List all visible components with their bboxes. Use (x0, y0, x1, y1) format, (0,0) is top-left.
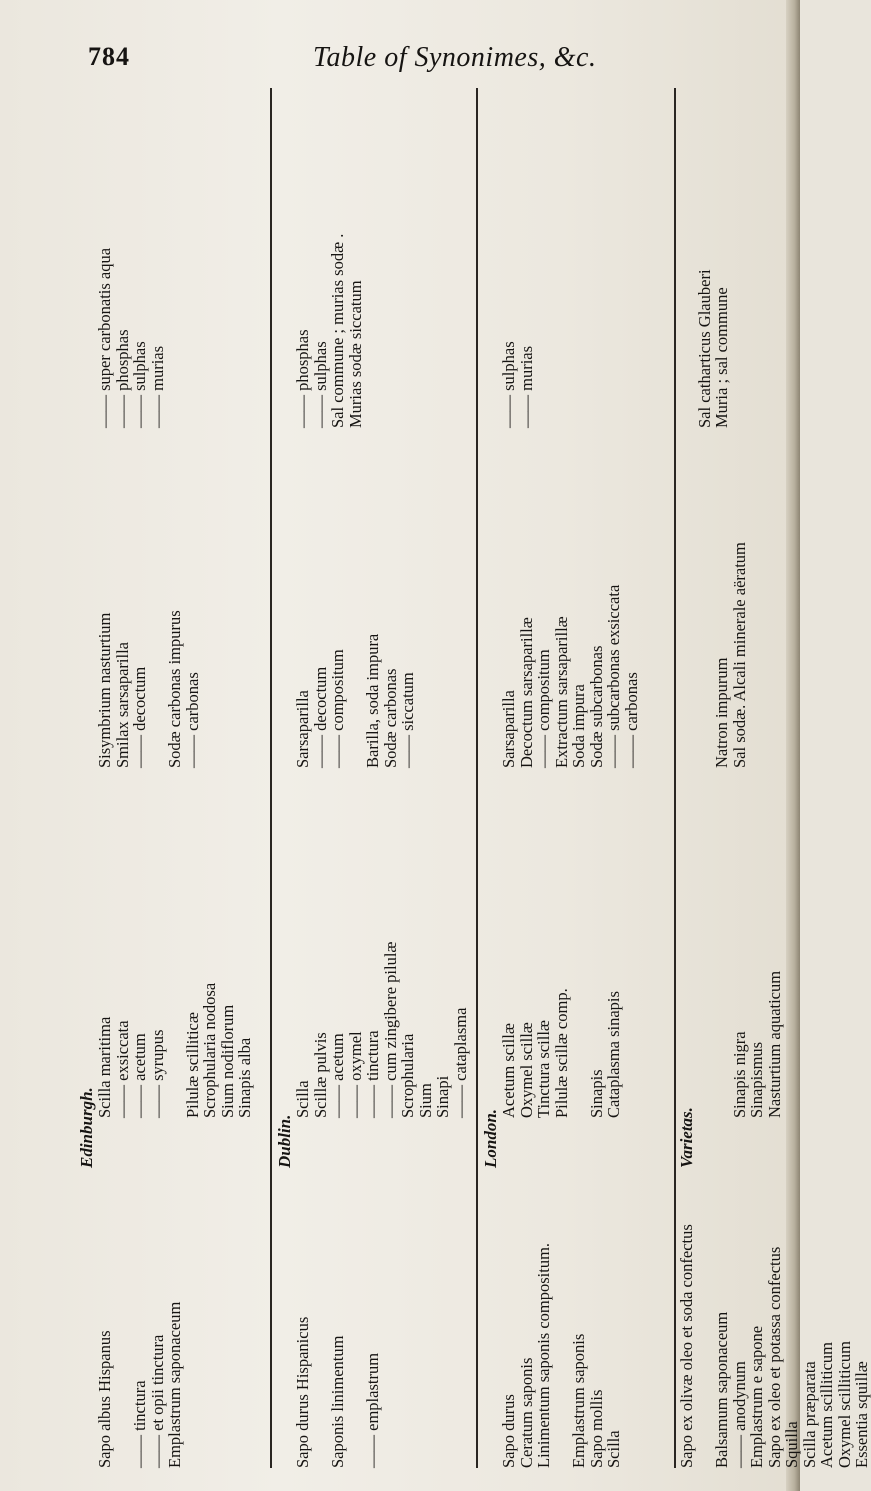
entry: Sium (415, 1083, 435, 1118)
entry: Squilla (782, 1421, 801, 1468)
entry: Scilla præparata (799, 1361, 819, 1468)
entry: —— tinctura (363, 1030, 382, 1118)
entry: —— super carbonatis aqua (95, 247, 114, 428)
entry: Sal sodæ. Alcali minerale aëratum (729, 542, 749, 768)
entry: Essentia squillæ (852, 1361, 871, 1468)
entry: Emplastrum e sapone (747, 1325, 766, 1468)
entry: —— acetum (130, 1033, 149, 1118)
entry: —— sulphas (499, 341, 518, 428)
entry: —— siccatum (398, 672, 417, 768)
entry: Sarsaparilla (293, 690, 312, 768)
entry (678, 428, 696, 768)
entry: Sinapis nigra (729, 1031, 749, 1118)
entry: —— cum zingibere pilulæ (380, 941, 400, 1118)
entry: Scilla (604, 1430, 623, 1468)
entry (312, 1128, 330, 1468)
synonym-table (77, 88, 871, 1468)
entry: Sapo ex oleo et potassa confectus (764, 1246, 784, 1468)
column-heading: Varietas. (677, 1107, 696, 1168)
entry: Sisymbrium nasturtium (95, 612, 114, 768)
entry (696, 778, 714, 1118)
entry: Sium nodiflorum (217, 1004, 237, 1118)
entry: —— et opii tinctura (147, 1334, 167, 1468)
entry (678, 88, 696, 428)
column-rule (270, 88, 272, 1468)
group-squill (500, 778, 623, 1118)
entry: Sarsaparilla (499, 690, 518, 768)
entry: —— subcarbonas exsiccata (604, 584, 623, 768)
entry (570, 778, 588, 1118)
entry: —— sulphas (130, 341, 149, 428)
running-title: Table of Synonimes, &c. (313, 42, 597, 73)
entry: Sinapismus (747, 1041, 766, 1118)
page-number: 784 (88, 42, 130, 71)
group-sarsaparilla-soda (96, 428, 201, 768)
entry: Sodæ carbonas impurus (165, 610, 184, 768)
group-soap (500, 1128, 623, 1468)
entry: —— phosphas (112, 329, 132, 428)
entry: —— acetum (328, 1033, 347, 1118)
entry: —— murias (147, 345, 167, 428)
entry: Emplastrum saponis (569, 1333, 588, 1468)
entry: Sodæ carbonas (380, 668, 400, 768)
entry: —— phosphas (293, 329, 312, 428)
group-squill (96, 778, 254, 1118)
entry (166, 778, 184, 1118)
entry (347, 1128, 365, 1468)
entry: Emplastrum saponaceum (165, 1301, 184, 1468)
entry: Saponis linimentum (328, 1335, 347, 1468)
entry: —— compositum (534, 649, 553, 768)
entry: Acetum scilliticum (817, 1341, 836, 1468)
entry: —— cataplasma (450, 1007, 470, 1118)
entry: Sal catharticus Glauberi (694, 269, 714, 428)
entry: —— carbonas (621, 672, 641, 768)
column-rule (476, 88, 478, 1468)
entry: Sodæ subcarbonas (586, 645, 606, 768)
entry: Sapo durus Hispanicus (293, 1316, 312, 1468)
entry (553, 1128, 571, 1468)
entry: Tinctura scillæ (534, 1020, 553, 1118)
entry (114, 1128, 132, 1468)
entry: —— decoctum (310, 666, 330, 768)
entry: Sapo albus Hispanus (95, 1330, 114, 1468)
group-soap (294, 1128, 382, 1468)
entry: Decoctum sarsaparillæ (516, 617, 536, 768)
entry: Sapo durus (499, 1394, 518, 1468)
entry: Nasturtium aquaticum (764, 970, 784, 1118)
entry: Pilulæ scillæ comp. (551, 988, 571, 1118)
group-sarsaparilla-soda (294, 428, 417, 768)
entry: —— carbonas (182, 672, 202, 768)
entry: —— murias (516, 345, 536, 428)
entry: Sinapis alba (235, 1037, 254, 1118)
entry: —— decoctum (130, 666, 149, 768)
page-header (88, 42, 728, 82)
entry (696, 428, 714, 768)
entry: Cataplasma sinapis (604, 991, 623, 1118)
group-sarsaparilla-soda (500, 428, 640, 768)
entry (696, 1123, 714, 1468)
group-soda-salts (96, 88, 166, 428)
group-squill (294, 778, 469, 1118)
column-rule (674, 88, 676, 1468)
entry: Oxymel scilliticum (834, 1341, 854, 1468)
entry: Scilla maritima (95, 1016, 114, 1118)
column-heading: Edinburgh. (77, 1087, 96, 1168)
entry (149, 428, 167, 768)
entry: —— tinctura (130, 1380, 149, 1468)
entry (347, 428, 365, 768)
entry: Barilla, soda impura (363, 633, 382, 768)
entry: Muria ; sal commune (712, 287, 731, 428)
entry: Sinapis (586, 1069, 606, 1118)
entry: Soda impura (569, 684, 588, 768)
entry: —— compositum (328, 649, 347, 768)
entry: Sal commune ; murias sodæ . (328, 233, 347, 428)
column-heading: Dublin. (275, 1114, 294, 1168)
entry: —— emplastrum (363, 1352, 382, 1468)
entry: —— exsiccata (112, 1020, 132, 1118)
entry: —— syrupus (147, 1029, 167, 1118)
group-soda-salts (294, 88, 364, 428)
entry: Sapo ex olivæ oleo et soda confectus (677, 1224, 696, 1468)
group-soap (678, 1123, 871, 1468)
group-soap (96, 1128, 184, 1468)
entry: Extractum sarsaparillæ (551, 616, 571, 768)
group-salts (678, 88, 731, 428)
entry: Scilla (293, 1080, 312, 1118)
entry: Scrophularia (398, 1033, 417, 1118)
entry: —— anodynum (729, 1361, 749, 1468)
entry: Sapo mollis (586, 1389, 606, 1468)
entry (678, 778, 696, 1118)
entry: —— oxymel (345, 1031, 365, 1118)
entry: Scillæ pulvis (310, 1032, 330, 1118)
entry: Pilulæ scilliticæ (182, 1012, 202, 1118)
group-mustard (678, 778, 783, 1118)
entry: Natron impurum (712, 657, 731, 768)
entry: Balsamum saponaceum (712, 1311, 731, 1468)
column-heading: London. (481, 1108, 500, 1168)
entry: Murias sodæ siccatum (345, 280, 365, 428)
entry (713, 778, 731, 1118)
group-soda-salts (500, 88, 535, 428)
entry: Acetum scillæ (499, 1023, 518, 1118)
group-natron (678, 428, 748, 768)
entry: Sinapi (433, 1075, 452, 1118)
entry: Ceratum saponis (516, 1357, 536, 1468)
entry: Linimentum saponis compositum. (534, 1242, 553, 1468)
entry: —— sulphas (310, 341, 330, 428)
entry: Oxymel scillæ (516, 1022, 536, 1118)
entry: Scrophularia nodosa (200, 982, 219, 1118)
entry: Smilax sarsaparilla (112, 641, 132, 768)
